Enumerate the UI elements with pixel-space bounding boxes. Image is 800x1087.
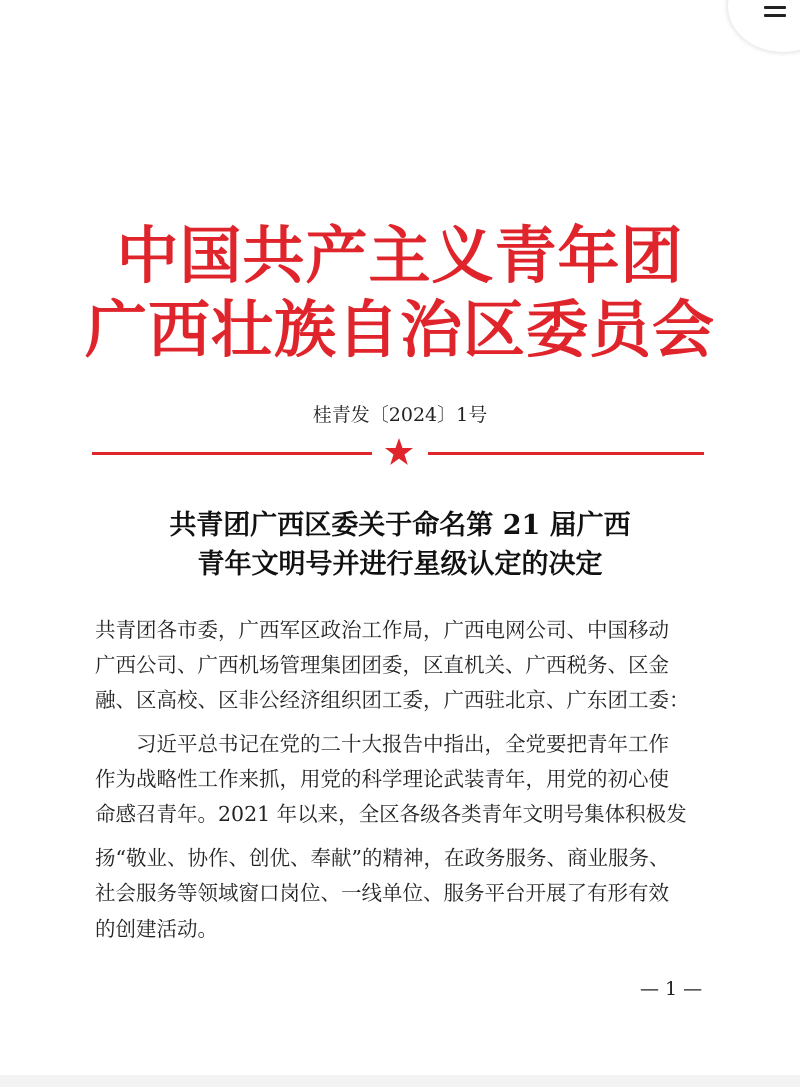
divider-right <box>428 452 704 455</box>
menu-button[interactable] <box>728 0 800 52</box>
decision-title-line1: 共青团广西区委关于命名第 21 届广西 <box>169 510 631 541</box>
body-line: 扬“敬业、协作、创优、奉献”的精神，在政务服务、商业服务、 <box>95 846 670 870</box>
document-number: 桂青发〔2024〕1号 <box>312 404 488 426</box>
body-line: 广西公司、广西机场管理集团团委，区直机关、广西税务、区金 <box>95 653 669 677</box>
body-line: 共青团各市委，广西军区政治工作局，广西电网公司、中国移动 <box>95 618 669 642</box>
body-line: 命感召青年。2021 年以来，全区各级各类青年文明号集体积极发 <box>95 802 687 826</box>
body-line: 的创建活动。 <box>95 917 218 941</box>
divider-left <box>92 452 372 455</box>
org-title-line2: 广西壮族自治区委员会 <box>84 293 715 366</box>
org-title-line1: 中国共产主义青年团 <box>116 219 684 292</box>
body-line: 作为战略性工作来抓，用党的科学理论武装青年，用党的初心使 <box>95 767 669 791</box>
body-line: 社会服务等领域窗口岗位、一线单位、服务平台开展了有形有效 <box>95 881 669 905</box>
page-number: — 1 — <box>640 978 703 1000</box>
star-icon <box>384 437 414 467</box>
body-line: 习近平总书记在党的二十大报告中指出，全党要把青年工作 <box>95 732 669 756</box>
body-line: 融、区高校、区非公经济组织团工委，广西驻北京、广东团工委： <box>95 688 690 712</box>
decision-title-line2: 青年文明号并进行星级认定的决定 <box>197 549 603 580</box>
menu-icon <box>764 6 786 22</box>
